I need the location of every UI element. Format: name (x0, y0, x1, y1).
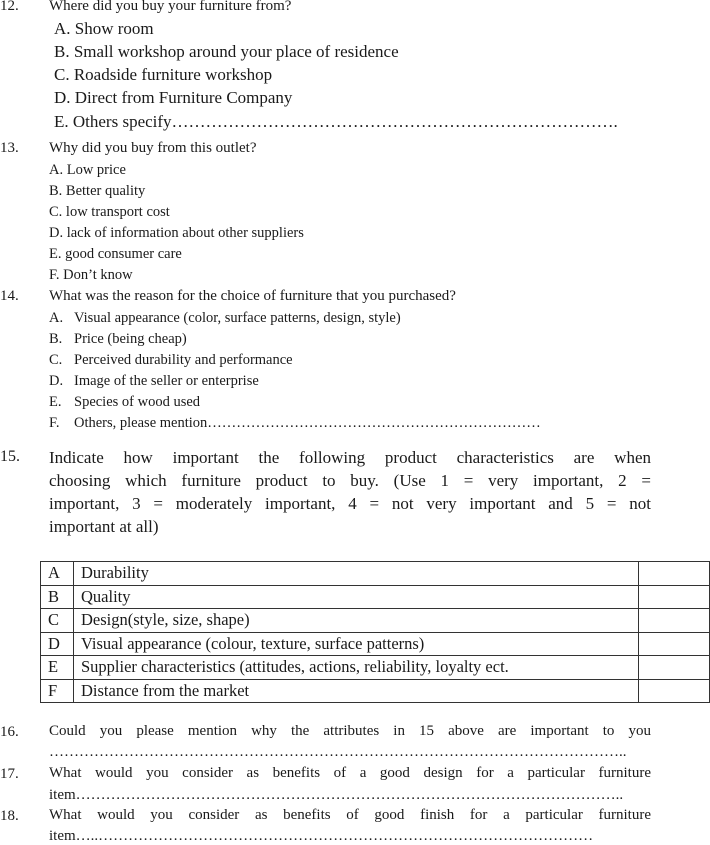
option-text-c: Perceived durability and performance (74, 352, 293, 368)
rating-cell[interactable] (639, 609, 710, 633)
characteristics-table (40, 561, 710, 703)
option-e: E. Others specify……………………………………………………………………. (54, 112, 618, 131)
question-16-answer-line[interactable]: …………………………………………………………………………………………………….. (49, 744, 627, 760)
rating-cell[interactable] (639, 656, 710, 680)
option-text-d: Image of the seller or enterprise (74, 373, 259, 389)
question-18-text: What would you consider as benefits of good finish for a particular furniture (49, 807, 651, 823)
row-label: Quality (74, 585, 639, 609)
question-15-line-2: choosing which furniture product to buy. (Use 1 = very important, 2 = (49, 471, 651, 490)
row-letter: E (41, 656, 74, 680)
rating-cell[interactable] (639, 632, 710, 656)
question-text: Where did you buy your furniture from? (49, 0, 292, 14)
row-letter: D (41, 632, 74, 656)
question-17-text: What would you consider as benefits of a good design for a particular furniture (49, 765, 651, 781)
row-label: Design(style, size, shape) (74, 609, 639, 633)
question-17-number: 17. (0, 766, 19, 782)
question-number: 14. (0, 288, 19, 304)
rating-cell[interactable] (639, 562, 710, 586)
option-a: A. Show room (54, 19, 154, 38)
table-row (41, 632, 710, 656)
question-number: 12. (0, 0, 19, 14)
question-15-text (49, 446, 651, 538)
row-label: Distance from the market (74, 679, 639, 703)
question-16-text: Could you please mention why the attributes in 15 above are important to you (49, 723, 651, 739)
rating-cell[interactable] (639, 585, 710, 609)
option-letter-e: E. (49, 394, 62, 410)
question-15-line-4: important at all) (49, 517, 159, 536)
option-c: C. Roadside furniture workshop (54, 65, 273, 84)
question-15-line-3: important, 3 = moderately important, 4 = not very important and 5 = not (49, 494, 651, 513)
option-text-b: Price (being cheap) (74, 331, 187, 347)
option-letter-d: D. (49, 373, 64, 389)
option-c: C. low transport cost (49, 204, 170, 220)
option-f: F. Don’t know (49, 267, 133, 283)
table-row (41, 609, 710, 633)
table-row (41, 656, 710, 680)
option-letter-a: A. (49, 310, 64, 326)
table-row (41, 585, 710, 609)
option-b: B. Better quality (49, 183, 146, 199)
row-letter: B (41, 585, 74, 609)
option-text-f: Others, please mention…………………………………………………………… (74, 415, 541, 431)
option-letter-f: F. (49, 415, 60, 431)
option-e: E. good consumer care (49, 246, 182, 262)
row-label: Durability (74, 562, 639, 586)
question-16-number: 16. (0, 724, 19, 740)
row-letter: C (41, 609, 74, 633)
question-text: Why did you buy from this outlet? (49, 140, 257, 156)
rating-cell[interactable] (639, 679, 710, 703)
option-d: D. lack of information about other suppliers (49, 225, 304, 241)
question-17-answer-line[interactable]: item……………………………………………………………………………………………….. (49, 787, 624, 803)
question-18-answer-line[interactable]: item…..……………………………………………………………………………………… (49, 828, 594, 844)
row-label: Visual appearance (colour, texture, surface patterns) (74, 632, 639, 656)
option-text-e: Species of wood used (74, 394, 201, 410)
question-15-line-1: Indicate how important the following product characteristics are when (49, 448, 651, 467)
question-text: What was the reason for the choice of furniture that you purchased? (49, 288, 456, 304)
row-letter: A (41, 562, 74, 586)
question-number: 13. (0, 140, 19, 156)
question-15-number: 15. (0, 448, 20, 465)
option-b: B. Small workshop around your place of residence (54, 42, 399, 61)
option-text-a: Visual appearance (color, surface patterns, design, style) (74, 310, 401, 326)
option-a: A. Low price (49, 162, 126, 178)
table-row (41, 562, 710, 586)
row-letter: F (41, 679, 74, 703)
option-letter-b: B. (49, 331, 63, 347)
table-row (41, 679, 710, 703)
option-letter-c: C. (49, 352, 63, 368)
option-d: D. Direct from Furniture Company (54, 88, 293, 107)
question-18-number: 18. (0, 808, 19, 824)
row-label: Supplier characteristics (attitudes, actions, reliability, loyalty ect. (74, 656, 639, 680)
